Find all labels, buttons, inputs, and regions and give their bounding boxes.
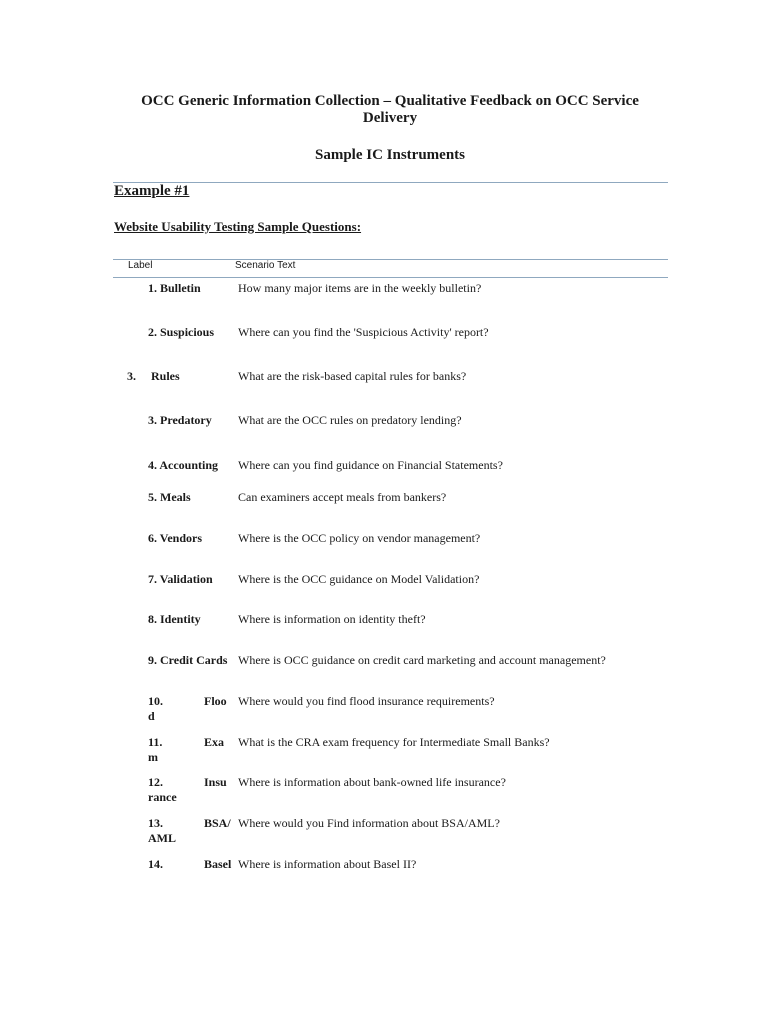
row-scenario-text: Where is information about Basel II? — [238, 857, 417, 871]
row-label — [148, 735, 233, 765]
row-scenario-text: Where is the OCC policy on vendor management? — [238, 531, 481, 545]
row-label — [148, 775, 233, 805]
row-label-number: 14. — [148, 857, 163, 871]
row-scenario-text: Where is the OCC guidance on Model Validation? — [238, 572, 480, 586]
section-heading: Website Usability Testing Sample Questions: — [114, 219, 362, 234]
row-label-number: 11. — [148, 735, 163, 749]
row-label — [148, 694, 233, 724]
row-scenario-text: Can examiners accept meals from bankers? — [238, 490, 447, 504]
row-label: 9. Credit Cards — [148, 653, 228, 667]
row-label: 2. Suspicious — [148, 325, 215, 339]
row-scenario-text: Where would you Find information about BSA/AML? — [238, 816, 500, 830]
row-scenario-text: Where can you find the 'Suspicious Activity' report? — [238, 325, 489, 339]
row-label-name: Floo — [204, 694, 227, 708]
row-label-number: 3. — [127, 369, 136, 383]
row-label — [148, 816, 233, 846]
row-label-wrap: d — [148, 709, 155, 723]
row-scenario-text: How many major items are in the weekly bulletin? — [238, 281, 482, 295]
row-label-number: 13. — [148, 816, 163, 830]
row-scenario-text: What are the OCC rules on predatory lending? — [238, 413, 462, 427]
row-label-name: Basel — [204, 857, 232, 871]
row-scenario-text: What is the CRA exam frequency for Intermediate Small Banks? — [238, 735, 550, 749]
row-scenario-text: What are the risk-based capital rules for banks? — [238, 369, 467, 383]
row-label — [127, 369, 180, 384]
table-top-rule — [113, 259, 668, 260]
row-label — [148, 857, 233, 872]
table-header-rule — [113, 277, 668, 278]
row-label-number: 10. — [148, 694, 163, 708]
example-heading: Example #1 — [114, 183, 190, 199]
column-header-label: Label — [128, 260, 153, 271]
row-label-name: Insu — [204, 775, 227, 789]
row-label: 7. Validation — [148, 572, 213, 586]
row-label: 4. Accounting — [148, 458, 219, 472]
row-label-name: BSA/ — [204, 816, 231, 830]
row-label: 8. Identity — [148, 612, 201, 626]
section-divider — [113, 182, 668, 183]
row-label-number: 12. — [148, 775, 163, 789]
row-label-name: Rules — [151, 369, 180, 383]
row-label: 5. Meals — [148, 490, 191, 504]
row-scenario-text: Where is information about bank-owned life insurance? — [238, 775, 506, 789]
document-subtitle: Sample IC Instruments — [314, 147, 465, 163]
column-header-scenario: Scenario Text — [235, 260, 296, 271]
row-label: 1. Bulletin — [148, 281, 201, 295]
row-scenario-text: Where is OCC guidance on credit card marketing and account management? — [238, 653, 606, 667]
row-scenario-text: Where would you find flood insurance requirements? — [238, 694, 495, 708]
row-label: 3. Predatory — [148, 413, 212, 427]
row-label: 6. Vendors — [148, 531, 203, 545]
row-scenario-text: Where can you find guidance on Financial Statements? — [238, 458, 503, 472]
row-label-wrap: rance — [148, 790, 177, 804]
row-label-name: Exa — [204, 735, 225, 749]
row-scenario-text: Where is information on identity theft? — [238, 612, 426, 626]
row-label-wrap: AML — [148, 831, 176, 845]
row-label-wrap: m — [148, 750, 158, 764]
document-title: OCC Generic Information Collection – Qualitative Feedback on OCC Service Delivery — [141, 93, 639, 126]
